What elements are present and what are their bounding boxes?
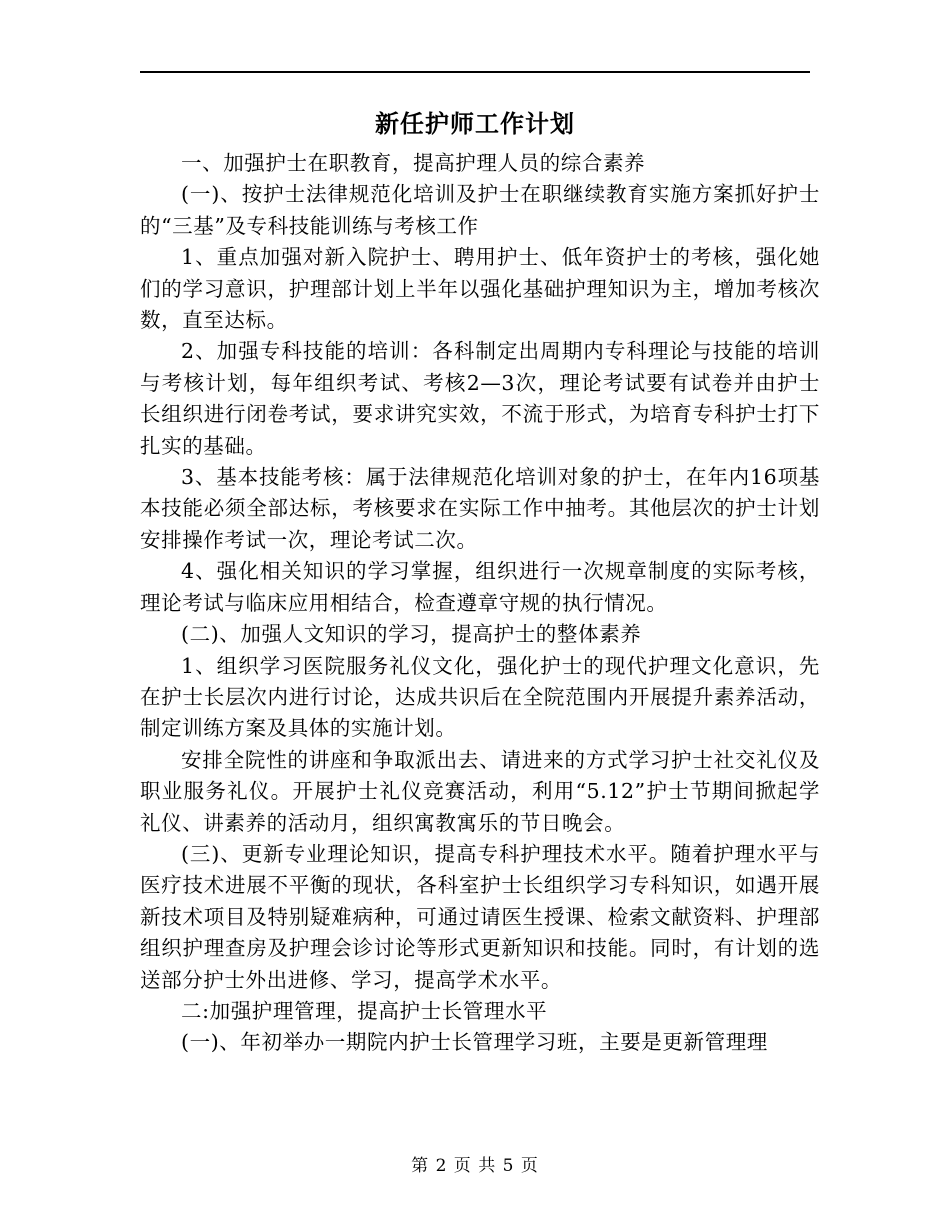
paragraph-section-two-item-1: (一)、年初举办一期院内护士长管理学习班，主要是更新管理理: [181, 1030, 768, 1055]
paragraph-etiquette-training: 安排全院性的讲座和争取派出去、请进来的方式学习护士社交礼仪及职业服务礼仪。开展护士礼仪竞赛活动，利用“5.12”护士节期间掀起学礼仪、讲素养的活动月，组织寓教寓乐的节日晚会。: [140, 747, 820, 835]
paragraph-item-4: 4、强化相关知识的学习掌握，组织进行一次规章制度的实际考核，理论考试与临床应用相结合，检查遵章守规的执行情况。: [140, 559, 820, 615]
document-body: [140, 148, 820, 1059]
paragraph-subsection-two: (二)、加强人文知识的学习，提高护士的整体素养: [181, 622, 642, 647]
header-rule: [140, 71, 810, 73]
paragraph-item-2: 2、加强专科技能的培训：各科制定出周期内专科理论与技能的培训与考核计划，每年组织考试、考核2—3次，理论考试要有试卷并由护士长组织进行闭卷考试，要求讲究实效，不流于形式，为培育专科护士打下扎实的基础。: [140, 339, 820, 458]
paragraph-subsection-two-item-1: 1、组织学习医院服务礼仪文化，强化护士的现代护理文化意识，先在护士长层次内进行讨论，达成共识后在全院范围内开展提升素养活动，制定训练方案及具体的实施计划。: [140, 653, 820, 741]
paragraph-subsection-three: (三)、更新专业理论知识，提高专科护理技术水平。随着护理水平与医疗技术进展不平衡的现状，各科室护士长组织学习专科知识，如遇开展新技术项目及特别疑难病种，可通过请医生授课、检索文献资料、护理部组织护理查房及护理会诊讨论等形式更新知识和技能。同时，有计划的选送部分护士外出进修、学习，提高学术水平。: [140, 841, 820, 992]
paragraph-section-one-heading: 一、加强护士在职教育，提高护理人员的综合素养: [181, 151, 646, 175]
paragraph-item-3: 3、基本技能考核：属于法律规范化培训对象的护士，在年内16项基本技能必须全部达标，考核要求在实际工作中抽考。其他层次的护士计划安排操作考试一次，理论考试二次。: [140, 465, 820, 552]
page-number-footer: 第 2 页 共 5 页: [411, 1156, 539, 1176]
paragraph-subsection-one: (一)、按护士法律规范化培训及护士在职继续教育实施方案抓好护士的“三基”及专科技能训练与考核工作: [140, 182, 820, 238]
paragraph-item-1: 1、重点加强对新入院护士、聘用护士、低年资护士的考核，强化她们的学习意识，护理部计划上半年以强化基础护理知识为主，增加考核次数，直至达标。: [140, 245, 820, 333]
document-title: 新任护师工作计划: [375, 109, 575, 138]
paragraph-section-two-heading: 二:加强护理管理，提高护士长管理水平: [181, 998, 548, 1023]
